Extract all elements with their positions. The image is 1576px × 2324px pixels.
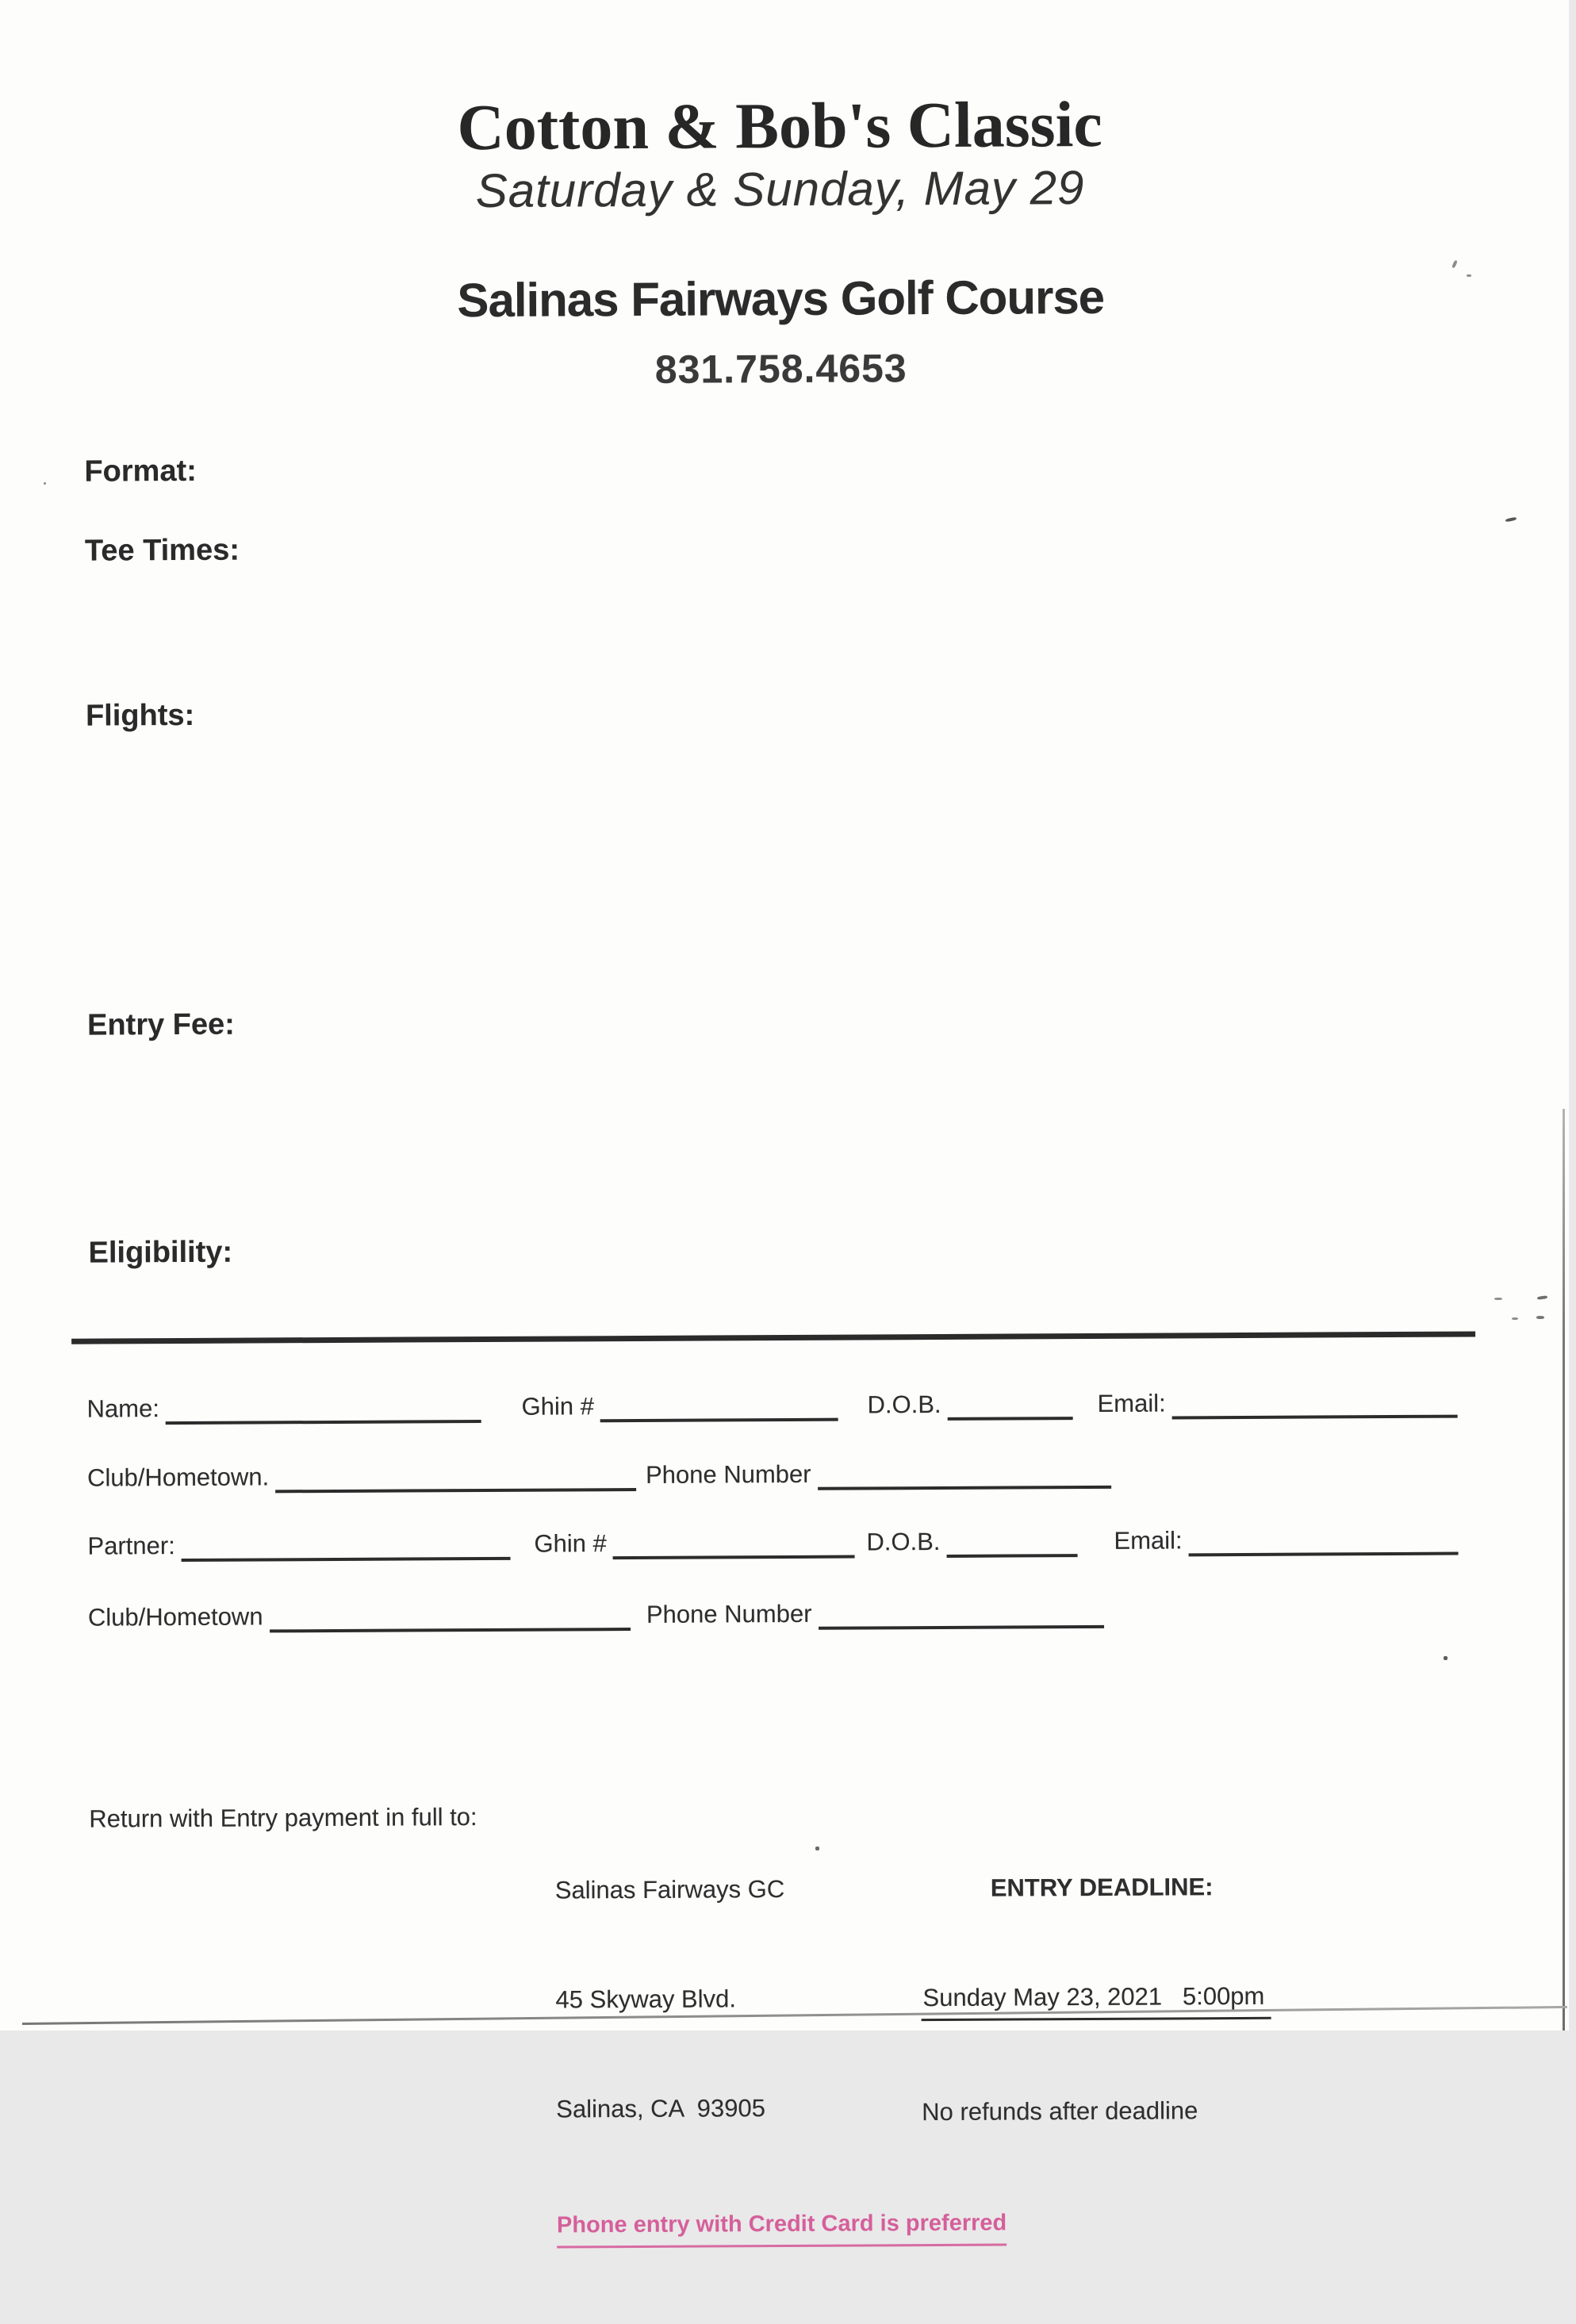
dob-blank-line xyxy=(948,1393,1073,1421)
phone-number-label: Phone Number xyxy=(646,1599,812,1628)
venue-name: Salinas Fairways Golf Course xyxy=(457,270,1105,328)
phone-entry-note: Phone entry with Credit Card is preferred xyxy=(557,2205,1007,2249)
return-block xyxy=(89,1794,1524,2238)
section-flights xyxy=(86,696,267,735)
form-row-flight-choice xyxy=(88,1653,1524,1660)
dob-label: D.O.B. xyxy=(867,1390,941,1419)
scan-speck xyxy=(815,1847,819,1850)
form-row-partner xyxy=(87,1520,1523,1560)
phone-blank-line xyxy=(818,1601,1103,1630)
phone-number-label: Phone Number xyxy=(645,1459,811,1489)
scan-speck xyxy=(1444,1656,1448,1660)
entry-deadline-label: ENTRY DEADLINE: xyxy=(990,1873,1214,1902)
form-row-club-hometown-2 xyxy=(87,1591,1524,1632)
email-label: Email: xyxy=(1097,1389,1166,1417)
ghin-blank-line xyxy=(600,1394,838,1423)
ghin-label: Ghin # xyxy=(521,1392,595,1421)
section-tee-times xyxy=(85,531,266,570)
ghin-label: Ghin # xyxy=(534,1529,607,1558)
ghin-blank-line xyxy=(613,1532,855,1560)
scan-speck xyxy=(1494,1298,1502,1300)
event-title: Cotton & Bob's Classic xyxy=(457,87,1102,164)
form-row-name xyxy=(86,1383,1522,1423)
entry-deadline-date: Sunday May 23, 2021 5:00pm xyxy=(921,1978,1271,2021)
scan-speck xyxy=(1536,1316,1544,1319)
name-blank-line xyxy=(166,1396,481,1425)
section-eligibility xyxy=(88,1233,269,1272)
refunds-note: No refunds after deadline xyxy=(922,2096,1198,2126)
partner-label: Partner: xyxy=(87,1532,175,1560)
scan-speck xyxy=(1467,274,1471,277)
scan-right-edge-line xyxy=(1563,1109,1565,2031)
section-entry-fee xyxy=(87,1006,268,1045)
scan-speck xyxy=(1512,1317,1518,1320)
email-label: Email: xyxy=(1114,1526,1183,1555)
format-label: Format: xyxy=(84,454,197,489)
club-blank-line xyxy=(269,1604,630,1632)
address-line-2: 45 Skyway Blvd. xyxy=(555,1985,737,2014)
form-row-club-hometown-1 xyxy=(86,1452,1523,1492)
club-hometown-label: Club/Hometown. xyxy=(86,1463,270,1492)
divider-rule xyxy=(71,1331,1475,1344)
flights-label: Flights: xyxy=(85,698,195,733)
dob-blank-line xyxy=(946,1530,1077,1558)
address-line-3: Salinas, CA 93905 xyxy=(556,2094,765,2123)
name-label: Name: xyxy=(86,1394,159,1423)
entry-fee-label: Entry Fee: xyxy=(86,1007,235,1042)
event-dates: Saturday & Sunday, May 29 xyxy=(475,161,1085,218)
scan-speck xyxy=(44,482,46,485)
tee-times-label: Tee Times: xyxy=(84,533,240,568)
phone-blank-line xyxy=(817,1462,1110,1490)
partner-blank-line xyxy=(182,1533,511,1562)
email-blank-line xyxy=(1189,1528,1459,1557)
eligibility-label: Eligibility: xyxy=(88,1235,233,1270)
club-blank-line xyxy=(275,1464,636,1493)
form-row-pairing xyxy=(89,1728,1524,1735)
address-line-1: Salinas Fairways GC xyxy=(554,1875,785,1904)
email-blank-line xyxy=(1172,1391,1458,1420)
return-label: Return with Entry payment in full to: xyxy=(89,1803,477,1833)
entry-deadline-block xyxy=(920,1796,1272,2203)
club-hometown-label: Club/Hometown xyxy=(87,1602,263,1632)
section-format xyxy=(84,452,265,491)
venue-phone: 831.758.4653 xyxy=(654,346,907,392)
dob-label: D.O.B. xyxy=(866,1527,941,1556)
